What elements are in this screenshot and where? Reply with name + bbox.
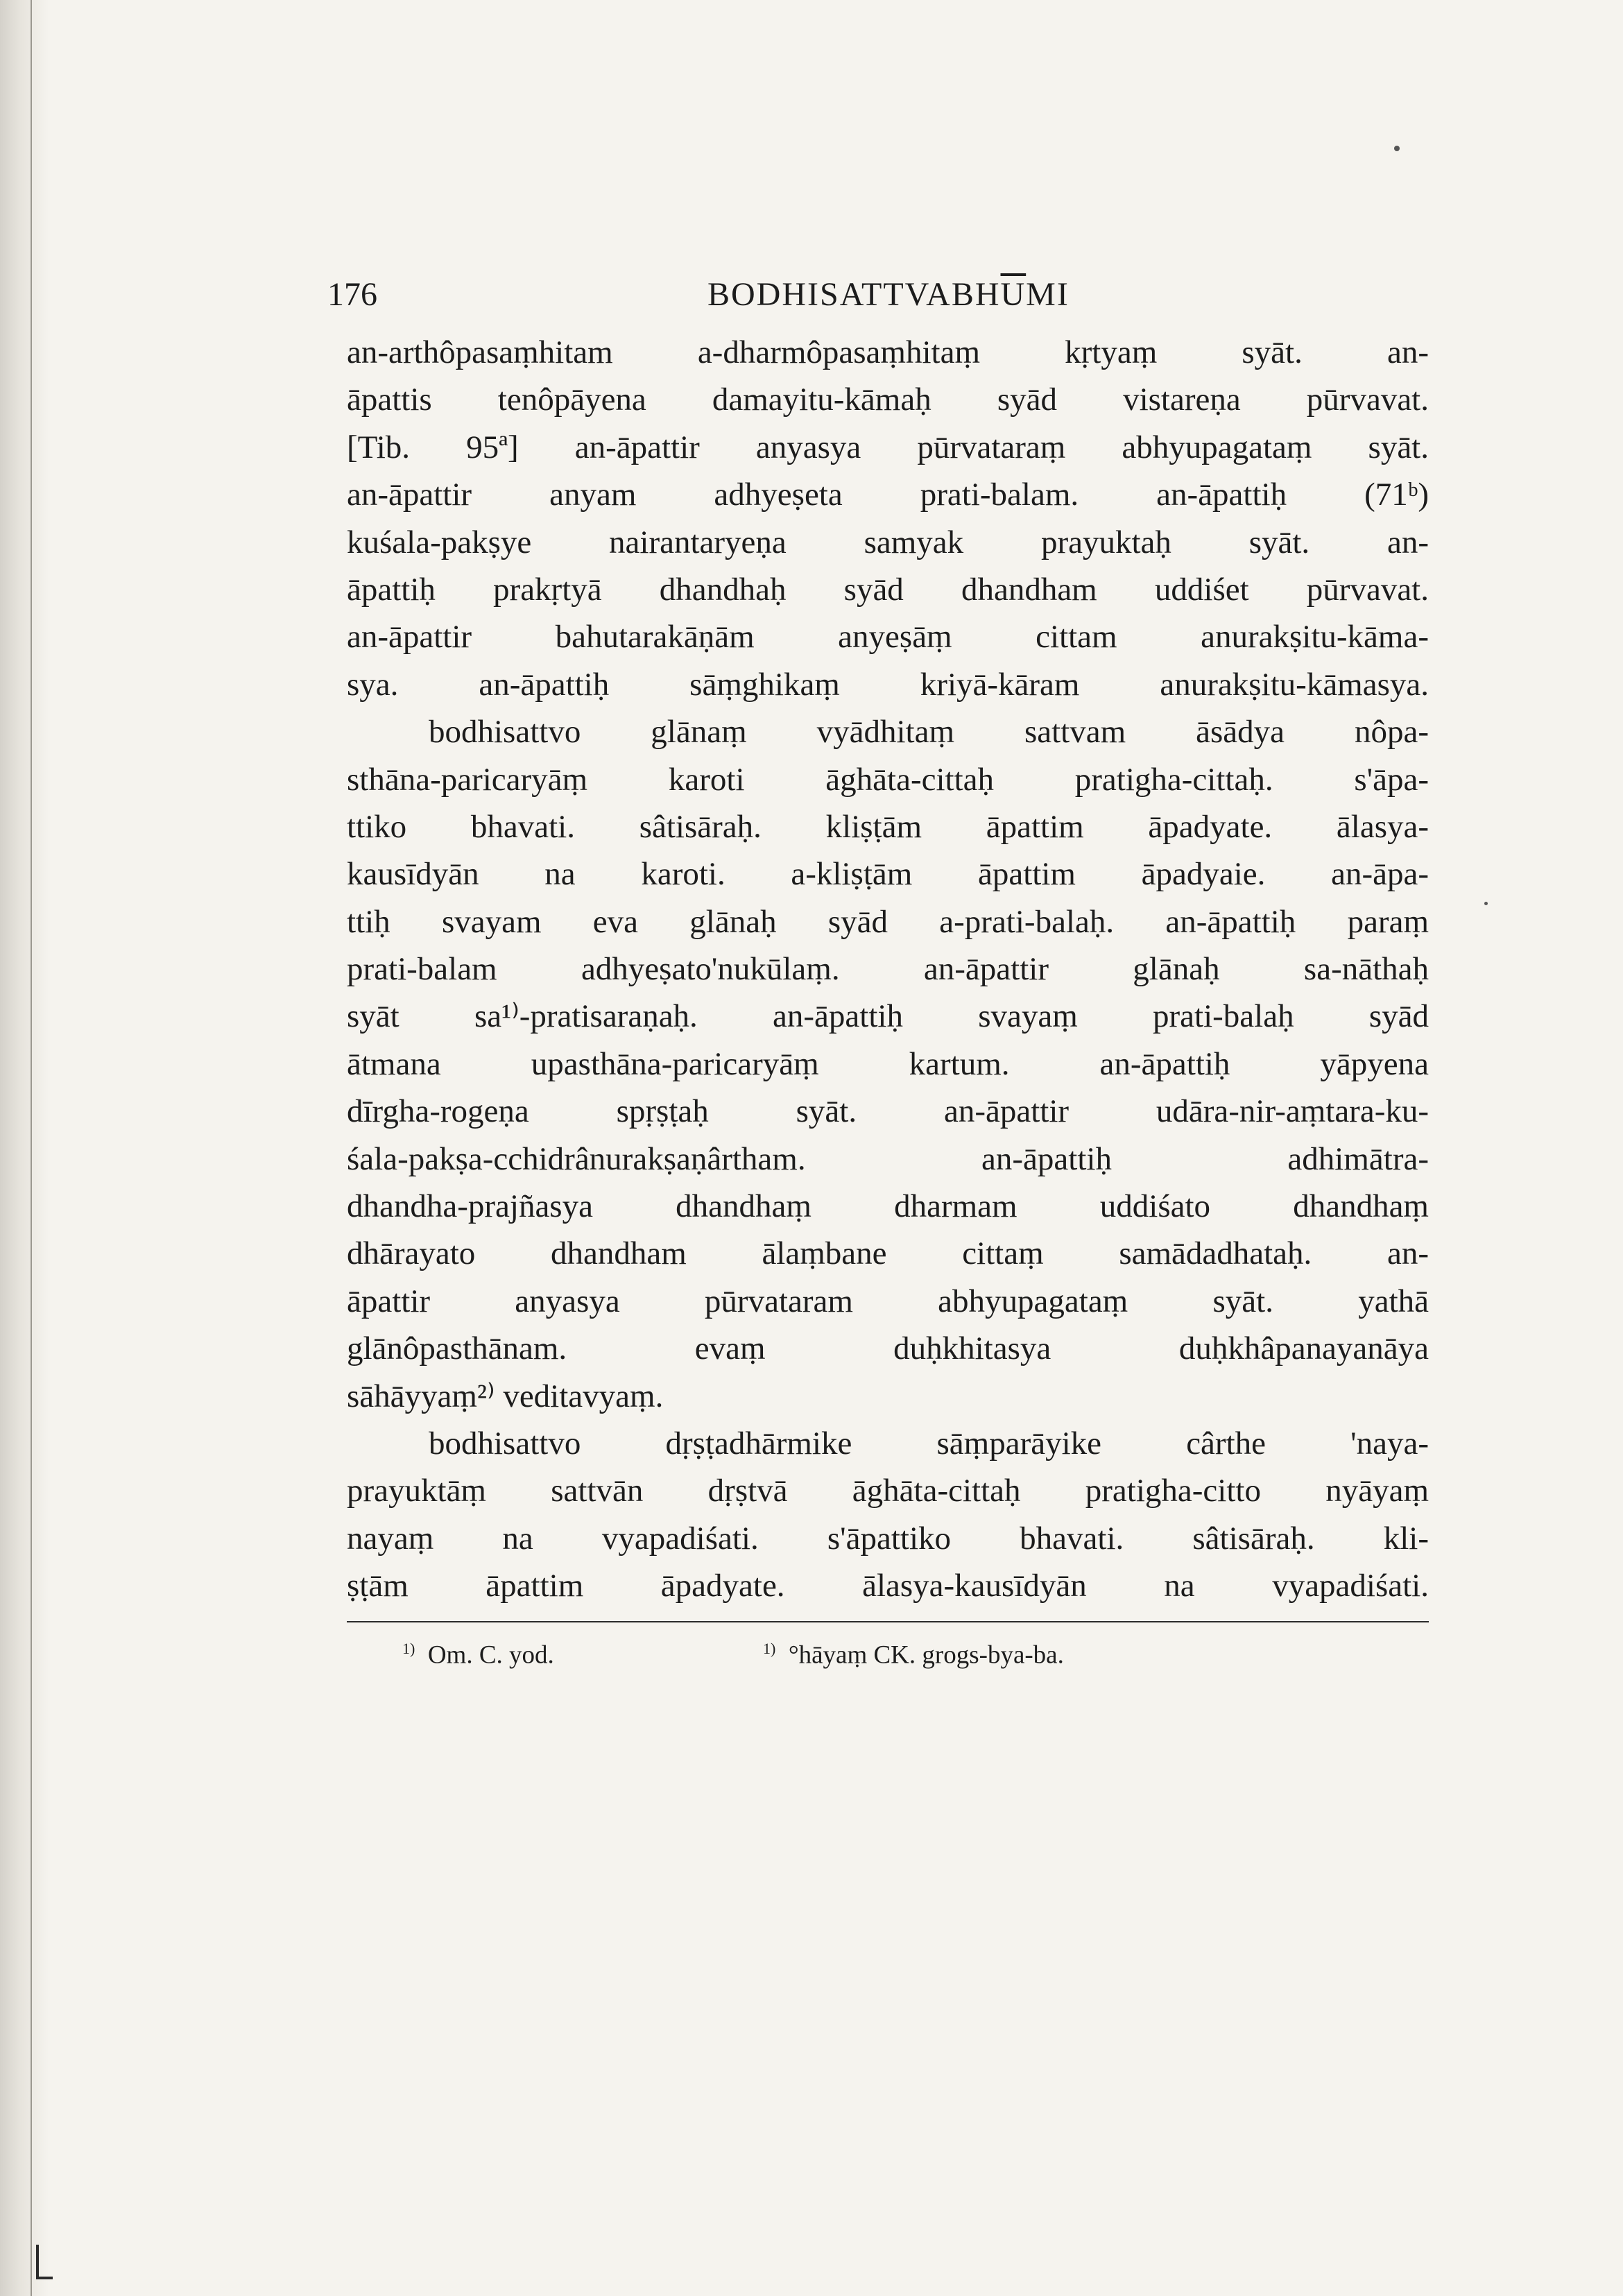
book-page <box>327 271 1429 1670</box>
text-line: an-āpattir bahutarakāṇām anyeṣāṃ cittam anurakṣitu-kāma- <box>347 619 1429 656</box>
text-line: āpattis tenôpāyena damayitu-kāmaḥ syād vistareṇa pūrvavat. <box>347 382 1429 418</box>
text-line: dhandha-prajñasya dhandhaṃ dharmam uddiśato dhandhaṃ <box>347 1188 1429 1225</box>
text-line: an-arthôpasaṃhitam a-dharmôpasaṃhitaṃ kṛtyaṃ syāt. an- <box>347 334 1429 370</box>
text-line: ātmana upasthāna-paricaryāṃ kartum. an-āpattiḥ yāpyena <box>347 1045 1429 1082</box>
paragraph-end-line: sāhāyyaṃ²⁾ veditavyaṃ. <box>347 1378 664 1414</box>
paragraph-start-line: bodhisattvo dṛṣṭadhārmike sāṃparāyike cârthe 'naya- <box>429 1425 1429 1462</box>
text-line: dhārayato dhandham ālaṃbane cittaṃ samādadhataḥ. an- <box>347 1235 1429 1272</box>
body-text <box>347 329 1429 1610</box>
text-line: syāt sa¹⁾-pratisaraṇaḥ. an-āpattiḥ svayaṃ prati-balaḥ syād <box>347 998 1429 1035</box>
running-title <box>707 271 1070 319</box>
binding-edge-line <box>31 0 32 2296</box>
text-line: ttiko bhavati. sâtisāraḥ. kliṣṭām āpattim āpadyate. ālasya- <box>347 808 1429 845</box>
text-line: [Tib. 95ª] an-āpattir anyasya pūrvataraṃ abhyupagataṃ syāt. <box>347 429 1429 465</box>
footnote-2 <box>763 1628 1064 1676</box>
text-line: nayaṃ na vyapadiśati. s'āpattiko bhavati. sâtisāraḥ. kli- <box>347 1520 1429 1557</box>
text-line: ṣṭām āpattim āpadyate. ālasya-kausīdyān na vyapadiśati. <box>347 1568 1429 1604</box>
scan-gutter <box>0 0 49 2296</box>
text-line: prayuktāṃ sattvān dṛṣtvā āghāta-cittaḥ pratigha-citto nyāyaṃ <box>347 1473 1429 1509</box>
text-line: an-āpattir anyam adhyeṣeta prati-balam. an-āpattiḥ (71ᵇ) <box>347 477 1429 513</box>
footnote-text: °hāyaṃ CK. grogs-bya-ba. <box>788 1640 1064 1669</box>
footnote-marker: 1) <box>402 1639 415 1657</box>
text-line: prati-balam adhyeṣato'nukūlaṃ. an-āpattir glānaḥ sa-nāthaḥ <box>347 951 1429 988</box>
footnotes <box>347 1628 1429 1670</box>
text-line: dīrgha-rogeṇa spṛṣṭaḥ syāt. an-āpattir udāra-nir-aṃtara-ku- <box>347 1093 1429 1130</box>
text-line: kuśala-pakṣye nairantaryeṇa samyak prayuktaḥ syāt. an- <box>347 524 1429 560</box>
running-title-end: MI <box>1026 276 1070 313</box>
page-number: 176 <box>327 276 377 313</box>
paper-speck <box>1484 902 1488 905</box>
footnote-text: Om. C. yod. <box>427 1640 554 1669</box>
running-title-main: BODHISATTVABH <box>707 276 1001 313</box>
text-line: āpattir anyasya pūrvataram abhyupagataṃ syāt. yathā <box>347 1283 1429 1319</box>
text-line: āpattiḥ prakṛtyā dhandhaḥ syād dhandham uddiśet pūrvavat. <box>347 571 1429 608</box>
footnote-rule <box>347 1621 1429 1622</box>
paragraph-start-line: bodhisattvo glānaṃ vyādhitaṃ sattvam āsādya nôpa- <box>429 714 1429 751</box>
corner-mark <box>36 2245 53 2279</box>
text-line: sya. an-āpattiḥ sāṃghikaṃ kriyā-kāram anurakṣitu-kāmasya. <box>347 666 1429 703</box>
footnote-1 <box>402 1628 554 1676</box>
paper-speck <box>1394 146 1400 151</box>
text-line: śala-pakṣa-cchidrânurakṣaṇârtham. an-āpattiḥ adhimātra- <box>347 1140 1429 1177</box>
text-line: kausīdyān na karoti. a-kliṣṭām āpattim āpadyaie. an-āpa- <box>347 856 1429 893</box>
text-line: sthāna-paricaryāṃ karoti āghāta-cittaḥ pratigha-cittaḥ. s'āpa- <box>347 761 1429 798</box>
running-head <box>327 271 1429 319</box>
text-line: ttiḥ svayam eva glānaḥ syād a-prati-balaḥ. an-āpattiḥ paraṃ <box>347 903 1429 940</box>
footnote-marker: 1) <box>763 1639 776 1657</box>
running-title-u: $\overline{U}$ <box>1000 276 1027 313</box>
text-line: glānôpasthānam. evaṃ duḥkhitasya duḥkhâpanayanāya <box>347 1330 1429 1367</box>
